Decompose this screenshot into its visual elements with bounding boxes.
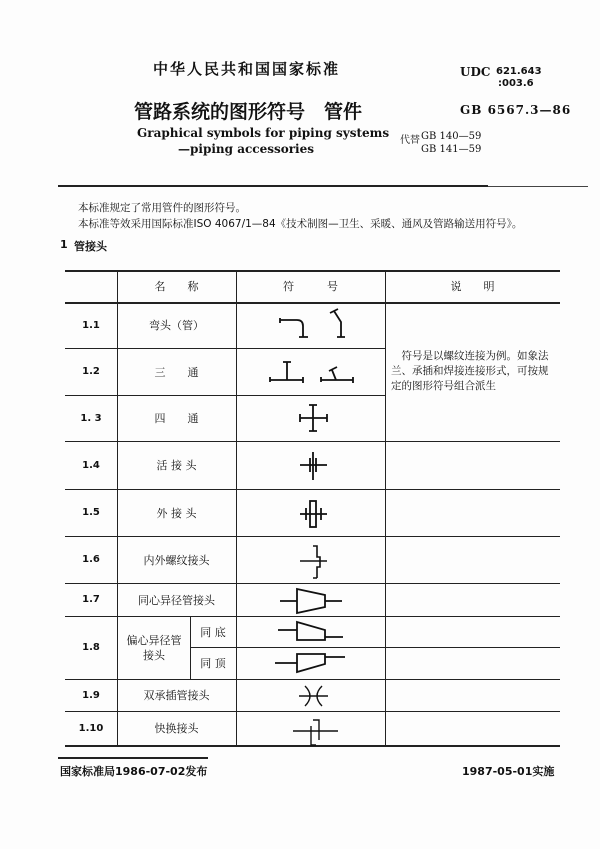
replace-label: 代替 bbox=[400, 135, 420, 146]
replace-2: GB 141—59 bbox=[421, 144, 482, 155]
concentric-reducer-symbol bbox=[280, 589, 342, 613]
row-num: 1. 3 bbox=[80, 412, 102, 424]
udc-2: :003.6 bbox=[498, 78, 534, 89]
row-num: 1.1 bbox=[82, 319, 100, 331]
row-num: 1.8 bbox=[82, 642, 100, 653]
replace-1: GB 140—59 bbox=[421, 131, 482, 142]
header-note: 说 明 bbox=[450, 280, 495, 293]
row-num: 1.6 bbox=[82, 554, 100, 565]
row-name: 弯头（管） bbox=[149, 319, 204, 332]
row-name: 偏心异径管接头 bbox=[126, 633, 182, 662]
quick-coupling-symbol bbox=[293, 720, 338, 745]
header-name: 名 称 bbox=[154, 280, 199, 293]
row-subname: 同 顶 bbox=[200, 657, 226, 670]
udc-label: UDC bbox=[460, 65, 491, 79]
row-name: 快换接头 bbox=[154, 722, 199, 735]
udc-1: 621.643 bbox=[496, 66, 542, 77]
note-threaded: 符号是以螺纹连接为例。如象法兰、承插和焊接连接形式，可按规定的图形符号组合派生 bbox=[391, 350, 549, 392]
eccentric-reducer-top-symbol bbox=[275, 654, 345, 672]
header-divider-end bbox=[488, 186, 588, 187]
section-number: 1 bbox=[60, 238, 68, 251]
header-divider bbox=[58, 185, 488, 187]
coupling-symbol bbox=[300, 501, 327, 527]
intro-line-2: 本标准等效采用国际标准ISO 4067/1—84《技术制图—卫生、采暖、通风及管路输送用符号》。 bbox=[78, 218, 523, 230]
footer-divider bbox=[58, 757, 208, 759]
row-num: 1.9 bbox=[82, 689, 100, 701]
row-name: 外 接 头 bbox=[156, 506, 197, 520]
section-title: 管接头 bbox=[74, 240, 107, 253]
row-name: 同心异径管接头 bbox=[138, 593, 215, 607]
double-socket-symbol bbox=[299, 686, 328, 706]
row-num: 1.5 bbox=[82, 507, 100, 518]
row-num: 1.4 bbox=[82, 459, 100, 471]
title-en-1: Graphical symbols for piping systems bbox=[137, 126, 390, 140]
row-num: 1.2 bbox=[82, 366, 100, 377]
header-symbol: 符 号 bbox=[283, 280, 338, 293]
row-name: 三 通 bbox=[154, 365, 199, 379]
bushing-symbol bbox=[300, 546, 327, 578]
elbow-symbol bbox=[280, 309, 345, 337]
title-en-2: —piping accessories bbox=[178, 142, 315, 156]
effective-date: 1987-05-01实施 bbox=[462, 765, 555, 778]
row-num: 1.10 bbox=[78, 722, 104, 734]
row-name: 活 接 头 bbox=[156, 459, 197, 472]
tee-symbol bbox=[270, 362, 353, 383]
row-num: 1.7 bbox=[82, 594, 100, 605]
row-name: 四 通 bbox=[154, 412, 199, 425]
org-title: 中华人民共和国国家标准 bbox=[153, 60, 341, 78]
intro-line-1: 本标准规定了常用管件的图形符号。 bbox=[78, 202, 246, 214]
cross-symbol bbox=[300, 405, 327, 431]
row-subname: 同 底 bbox=[200, 625, 226, 639]
union-symbol bbox=[300, 452, 327, 480]
fittings-table bbox=[65, 270, 560, 746]
row-name: 双承插管接头 bbox=[143, 689, 210, 702]
title-cn: 管路系统的图形符号 管件 bbox=[134, 101, 363, 123]
issued-date: 国家标准局1986-07-02发布 bbox=[60, 765, 208, 778]
row-name: 内外螺纹接头 bbox=[143, 553, 210, 567]
eccentric-reducer-bottom-symbol bbox=[278, 622, 343, 640]
gb-code: GB 6567.3—86 bbox=[460, 103, 572, 117]
